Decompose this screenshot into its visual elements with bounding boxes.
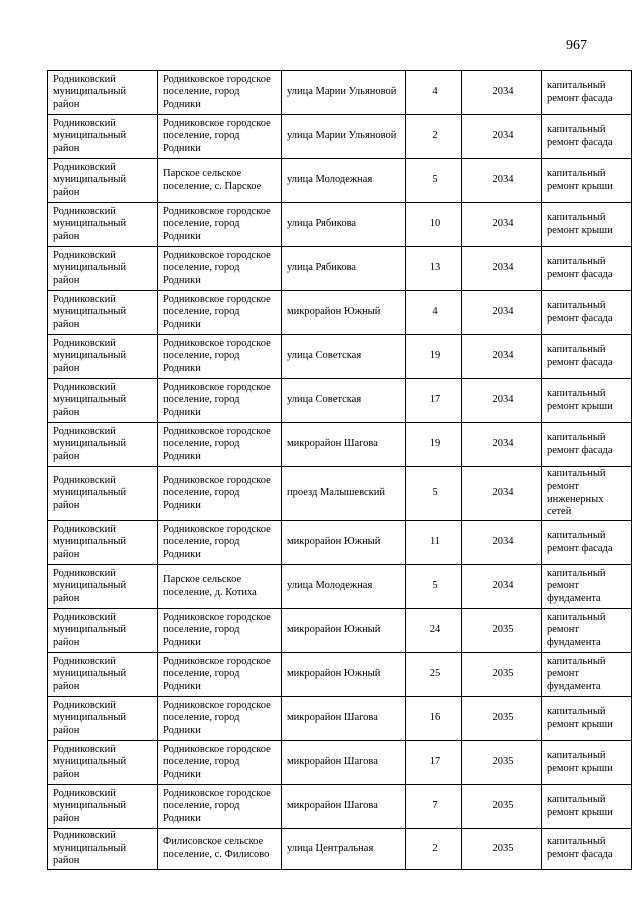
settlement-cell: Парское сельское поселение, с. Парское — [158, 159, 282, 203]
street-cell: микрорайон Южный — [282, 609, 406, 653]
street-cell: улица Советская — [282, 379, 406, 423]
work-type-cell: капитальный ремонт крыши — [542, 697, 632, 741]
settlement-cell: Родниковское городское поселение, город Родники — [158, 467, 282, 521]
settlement-cell: Парское сельское поселение, д. Котиха — [158, 565, 282, 609]
year-cell: 2034 — [462, 467, 542, 521]
district-cell: Родниковский муниципальный район — [48, 423, 158, 467]
work-type-cell: капитальный ремонт крыши — [542, 159, 632, 203]
house-number-cell: 25 — [406, 653, 462, 697]
year-cell: 2034 — [462, 565, 542, 609]
house-number-cell: 19 — [406, 423, 462, 467]
district-cell: Родниковский муниципальный район — [48, 521, 158, 565]
table-row — [48, 71, 632, 115]
district-cell: Родниковский муниципальный район — [48, 159, 158, 203]
district-cell: Родниковский муниципальный район — [48, 785, 158, 829]
table-row — [48, 653, 632, 697]
street-cell: улица Марии Ульяновой — [282, 71, 406, 115]
district-cell: Родниковский муниципальный район — [48, 741, 158, 785]
settlement-cell: Родниковское городское поселение, город Родники — [158, 697, 282, 741]
settlement-cell: Родниковское городское поселение, город Родники — [158, 785, 282, 829]
house-number-cell: 13 — [406, 247, 462, 291]
year-cell: 2034 — [462, 247, 542, 291]
street-cell: улица Марии Ульяновой — [282, 115, 406, 159]
work-type-cell: капитальный ремонт крыши — [542, 785, 632, 829]
settlement-cell: Родниковское городское поселение, город Родники — [158, 291, 282, 335]
house-number-cell: 19 — [406, 335, 462, 379]
year-cell: 2034 — [462, 335, 542, 379]
house-number-cell: 5 — [406, 565, 462, 609]
table-row — [48, 379, 632, 423]
settlement-cell: Родниковское городское поселение, город Родники — [158, 609, 282, 653]
district-cell: Родниковский муниципальный район — [48, 829, 158, 870]
street-cell: микрорайон Шагова — [282, 741, 406, 785]
year-cell: 2035 — [462, 829, 542, 870]
year-cell: 2035 — [462, 741, 542, 785]
settlement-cell: Родниковское городское поселение, город Родники — [158, 203, 282, 247]
settlement-cell: Родниковское городское поселение, город Родники — [158, 741, 282, 785]
street-cell: микрорайон Шагова — [282, 697, 406, 741]
district-cell: Родниковский муниципальный район — [48, 565, 158, 609]
settlement-cell: Родниковское городское поселение, город Родники — [158, 71, 282, 115]
house-number-cell: 5 — [406, 159, 462, 203]
street-cell: улица Молодежная — [282, 565, 406, 609]
repair-schedule-table — [47, 70, 632, 870]
work-type-cell: капитальный ремонт крыши — [542, 203, 632, 247]
work-type-cell: капитальный ремонт фасада — [542, 335, 632, 379]
table-row — [48, 335, 632, 379]
work-type-cell: капитальный ремонт фасада — [542, 247, 632, 291]
table-row — [48, 829, 632, 870]
settlement-cell: Родниковское городское поселение, город Родники — [158, 115, 282, 159]
table-row — [48, 741, 632, 785]
street-cell: улица Молодежная — [282, 159, 406, 203]
house-number-cell: 4 — [406, 291, 462, 335]
settlement-cell: Родниковское городское поселение, город Родники — [158, 423, 282, 467]
settlement-cell: Родниковское городское поселение, город Родники — [158, 521, 282, 565]
settlement-cell: Родниковское городское поселение, город Родники — [158, 247, 282, 291]
street-cell: микрорайон Шагова — [282, 423, 406, 467]
house-number-cell: 17 — [406, 741, 462, 785]
work-type-cell: капитальный ремонт фундамента — [542, 609, 632, 653]
table-row — [48, 203, 632, 247]
work-type-cell: капитальный ремонт фундамента — [542, 565, 632, 609]
district-cell: Родниковский муниципальный район — [48, 379, 158, 423]
street-cell: улица Центральная — [282, 829, 406, 870]
district-cell: Родниковский муниципальный район — [48, 467, 158, 521]
street-cell: микрорайон Шагова — [282, 785, 406, 829]
settlement-cell: Родниковское городское поселение, город Родники — [158, 335, 282, 379]
year-cell: 2035 — [462, 609, 542, 653]
district-cell: Родниковский муниципальный район — [48, 203, 158, 247]
street-cell: микрорайон Южный — [282, 291, 406, 335]
street-cell: микрорайон Южный — [282, 521, 406, 565]
year-cell: 2034 — [462, 203, 542, 247]
table-row — [48, 785, 632, 829]
year-cell: 2034 — [462, 379, 542, 423]
street-cell: микрорайон Южный — [282, 653, 406, 697]
settlement-cell: Родниковское городское поселение, город Родники — [158, 653, 282, 697]
year-cell: 2035 — [462, 697, 542, 741]
table-row — [48, 291, 632, 335]
table-row — [48, 609, 632, 653]
table-row — [48, 115, 632, 159]
page-number: 967 — [566, 38, 587, 53]
table-row — [48, 697, 632, 741]
street-cell: улица Рябикова — [282, 203, 406, 247]
district-cell: Родниковский муниципальный район — [48, 247, 158, 291]
house-number-cell: 17 — [406, 379, 462, 423]
house-number-cell: 11 — [406, 521, 462, 565]
house-number-cell: 16 — [406, 697, 462, 741]
year-cell: 2034 — [462, 159, 542, 203]
street-cell: проезд Малышевский — [282, 467, 406, 521]
district-cell: Родниковский муниципальный район — [48, 335, 158, 379]
table-row — [48, 423, 632, 467]
house-number-cell: 7 — [406, 785, 462, 829]
house-number-cell: 10 — [406, 203, 462, 247]
work-type-cell: капитальный ремонт фасада — [542, 115, 632, 159]
table-row — [48, 521, 632, 565]
house-number-cell: 24 — [406, 609, 462, 653]
street-cell: улица Советская — [282, 335, 406, 379]
house-number-cell: 4 — [406, 71, 462, 115]
district-cell: Родниковский муниципальный район — [48, 71, 158, 115]
work-type-cell: капитальный ремонт инженерных сетей — [542, 467, 632, 521]
table-row — [48, 467, 632, 521]
year-cell: 2034 — [462, 521, 542, 565]
table-row — [48, 159, 632, 203]
table-row — [48, 247, 632, 291]
year-cell: 2034 — [462, 291, 542, 335]
work-type-cell: капитальный ремонт фасада — [542, 829, 632, 870]
work-type-cell: капитальный ремонт фасада — [542, 291, 632, 335]
year-cell: 2034 — [462, 71, 542, 115]
work-type-cell: капитальный ремонт крыши — [542, 741, 632, 785]
house-number-cell: 2 — [406, 115, 462, 159]
settlement-cell: Родниковское городское поселение, город Родники — [158, 379, 282, 423]
district-cell: Родниковский муниципальный район — [48, 609, 158, 653]
district-cell: Родниковский муниципальный район — [48, 291, 158, 335]
table-row — [48, 565, 632, 609]
work-type-cell: капитальный ремонт фасада — [542, 71, 632, 115]
street-cell: улица Рябикова — [282, 247, 406, 291]
district-cell: Родниковский муниципальный район — [48, 653, 158, 697]
year-cell: 2034 — [462, 423, 542, 467]
district-cell: Родниковский муниципальный район — [48, 115, 158, 159]
table-body — [48, 71, 632, 870]
work-type-cell: капитальный ремонт фасада — [542, 423, 632, 467]
work-type-cell: капитальный ремонт крыши — [542, 379, 632, 423]
year-cell: 2034 — [462, 115, 542, 159]
year-cell: 2035 — [462, 653, 542, 697]
work-type-cell: капитальный ремонт фасада — [542, 521, 632, 565]
settlement-cell: Филисовское сельское поселение, с. Филисово — [158, 829, 282, 870]
work-type-cell: капитальный ремонт фундамента — [542, 653, 632, 697]
house-number-cell: 5 — [406, 467, 462, 521]
year-cell: 2035 — [462, 785, 542, 829]
house-number-cell: 2 — [406, 829, 462, 870]
district-cell: Родниковский муниципальный район — [48, 697, 158, 741]
